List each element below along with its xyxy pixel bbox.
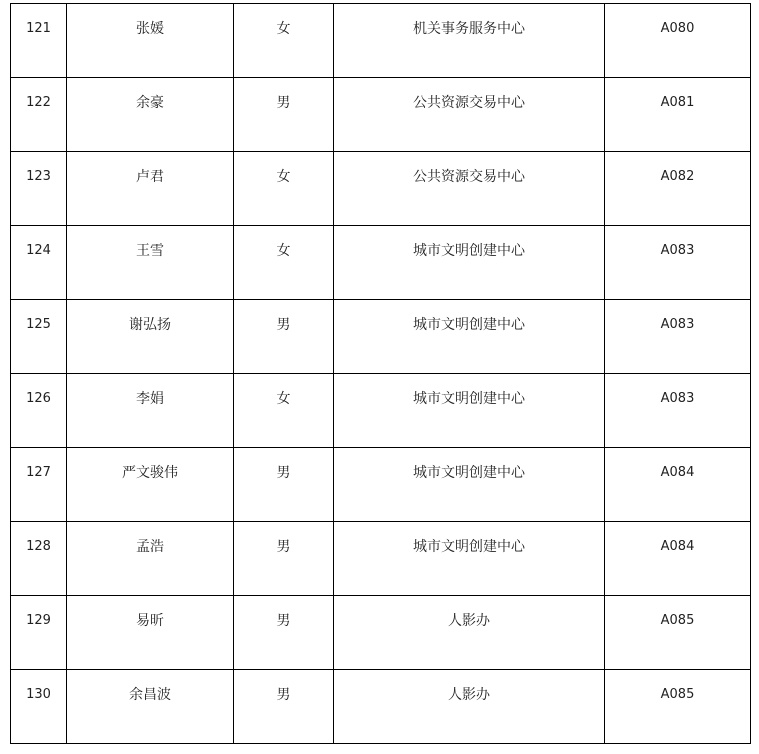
row-number-cell <box>11 226 67 300</box>
gender-cell <box>234 670 334 744</box>
row-number-cell <box>11 448 67 522</box>
gender: 男 <box>276 465 291 481</box>
gender: 女 <box>276 21 291 37</box>
department: 城市文明创建中心 <box>413 243 525 259</box>
gender: 男 <box>276 539 291 555</box>
row-number-cell <box>11 522 67 596</box>
row-number: 130 <box>26 687 51 702</box>
department: 机关事务服务中心 <box>413 21 525 37</box>
position-code-cell <box>605 226 751 300</box>
position-code-cell <box>605 300 751 374</box>
department-cell <box>334 226 605 300</box>
department: 城市文明创建中心 <box>413 317 525 333</box>
row-number: 126 <box>26 391 51 406</box>
position-code-cell <box>605 4 751 78</box>
table-row <box>11 448 751 522</box>
row-number: 121 <box>26 21 51 36</box>
gender-cell <box>234 152 334 226</box>
table-row <box>11 300 751 374</box>
roster-table-container <box>10 3 750 744</box>
row-number: 129 <box>26 613 51 628</box>
roster-table-body <box>11 4 751 744</box>
position-code-cell <box>605 670 751 744</box>
gender-cell <box>234 596 334 670</box>
person-name: 李娟 <box>136 391 164 407</box>
department-cell <box>334 670 605 744</box>
row-number-cell <box>11 670 67 744</box>
gender: 女 <box>276 169 291 185</box>
table-row <box>11 596 751 670</box>
row-number: 125 <box>26 317 51 332</box>
table-row <box>11 522 751 596</box>
name-cell <box>67 670 234 744</box>
position-code: A085 <box>660 687 695 702</box>
position-code-cell <box>605 152 751 226</box>
row-number-cell <box>11 300 67 374</box>
department-cell <box>334 4 605 78</box>
gender-cell <box>234 374 334 448</box>
position-code: A083 <box>660 317 695 332</box>
row-number-cell <box>11 374 67 448</box>
table-row <box>11 670 751 744</box>
department: 公共资源交易中心 <box>413 169 525 185</box>
gender: 男 <box>276 613 291 629</box>
name-cell <box>67 300 234 374</box>
gender-cell <box>234 78 334 152</box>
table-row <box>11 152 751 226</box>
department-cell <box>334 596 605 670</box>
person-name: 卢君 <box>136 169 164 185</box>
row-number: 122 <box>26 95 51 110</box>
position-code-cell <box>605 78 751 152</box>
gender-cell <box>234 300 334 374</box>
person-name: 余豪 <box>136 95 164 111</box>
position-code: A082 <box>660 169 695 184</box>
name-cell <box>67 522 234 596</box>
table-row <box>11 78 751 152</box>
gender: 女 <box>276 243 291 259</box>
position-code: A080 <box>660 21 695 36</box>
department: 城市文明创建中心 <box>413 539 525 555</box>
row-number-cell <box>11 152 67 226</box>
gender-cell <box>234 522 334 596</box>
department-cell <box>334 300 605 374</box>
position-code: A084 <box>660 465 695 480</box>
position-code-cell <box>605 448 751 522</box>
person-name: 王雪 <box>136 243 164 259</box>
department-cell <box>334 374 605 448</box>
position-code-cell <box>605 522 751 596</box>
row-number: 123 <box>26 169 51 184</box>
position-code: A083 <box>660 243 695 258</box>
person-name: 严文骏伟 <box>122 465 178 481</box>
department: 公共资源交易中心 <box>413 95 525 111</box>
gender: 男 <box>276 317 291 333</box>
name-cell <box>67 78 234 152</box>
position-code-cell <box>605 374 751 448</box>
position-code: A083 <box>660 391 695 406</box>
table-row <box>11 226 751 300</box>
gender: 男 <box>276 95 291 111</box>
gender: 男 <box>276 687 291 703</box>
department: 人影办 <box>448 687 490 703</box>
department-cell <box>334 78 605 152</box>
table-row <box>11 374 751 448</box>
department-cell <box>334 522 605 596</box>
row-number-cell <box>11 78 67 152</box>
person-name: 余昌波 <box>129 687 171 703</box>
name-cell <box>67 226 234 300</box>
name-cell <box>67 448 234 522</box>
position-code-cell <box>605 596 751 670</box>
person-name: 易昕 <box>136 613 164 629</box>
position-code: A081 <box>660 95 695 110</box>
row-number: 124 <box>26 243 51 258</box>
person-name: 孟浩 <box>136 539 164 555</box>
department: 城市文明创建中心 <box>413 391 525 407</box>
gender-cell <box>234 448 334 522</box>
department-cell <box>334 152 605 226</box>
department-cell <box>334 448 605 522</box>
person-name: 谢弘扬 <box>129 317 171 333</box>
department: 城市文明创建中心 <box>413 465 525 481</box>
department: 人影办 <box>448 613 490 629</box>
name-cell <box>67 152 234 226</box>
name-cell <box>67 4 234 78</box>
gender-cell <box>234 4 334 78</box>
gender: 女 <box>276 391 291 407</box>
row-number: 127 <box>26 465 51 480</box>
name-cell <box>67 596 234 670</box>
row-number-cell <box>11 596 67 670</box>
position-code: A085 <box>660 613 695 628</box>
row-number: 128 <box>26 539 51 554</box>
gender-cell <box>234 226 334 300</box>
position-code: A084 <box>660 539 695 554</box>
roster-table <box>10 3 751 744</box>
name-cell <box>67 374 234 448</box>
person-name: 张媛 <box>136 21 164 37</box>
table-row <box>11 4 751 78</box>
row-number-cell <box>11 4 67 78</box>
